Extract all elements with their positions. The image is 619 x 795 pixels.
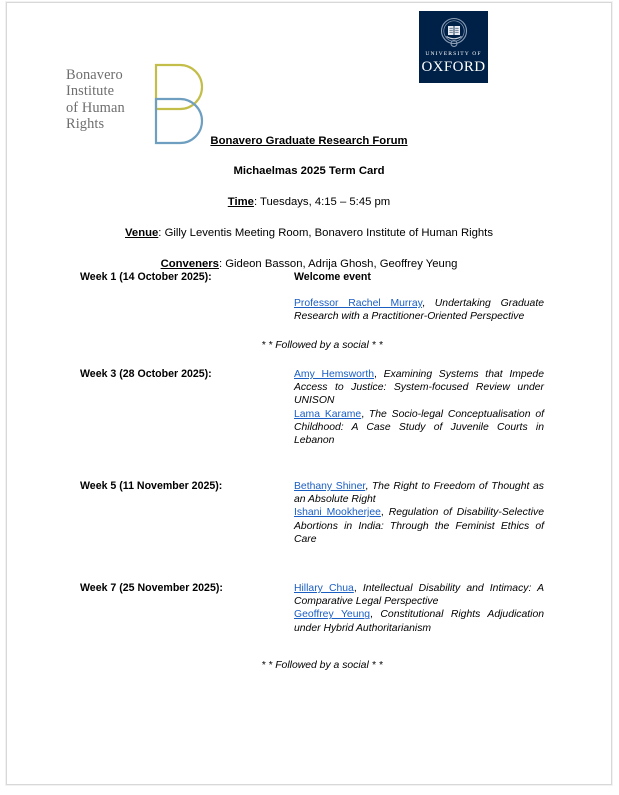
term-card-subtitle: Michaelmas 2025 Term Card xyxy=(233,165,385,177)
talk-title: Constitutional Rights Adjudication under Hybrid Authoritarianism xyxy=(294,609,545,634)
university-of-oxford-logo xyxy=(419,11,488,83)
speaker-link[interactable]: Amy Hemsworth xyxy=(294,369,375,380)
week-event-heading: Welcome event xyxy=(294,271,371,283)
week-label: Week 3 (28 October 2025): xyxy=(80,368,212,380)
talk-entry xyxy=(294,582,544,608)
oxford-wordmark xyxy=(419,51,488,76)
venue-line xyxy=(7,226,611,240)
talk-entry xyxy=(294,297,544,323)
talk-entry xyxy=(294,506,544,546)
document-page xyxy=(6,2,612,785)
week-block xyxy=(7,582,611,635)
speaker-link[interactable]: Lama Karame xyxy=(294,408,362,420)
speaker-link[interactable]: Bethany Shiner xyxy=(294,481,366,492)
talk-entry xyxy=(294,368,544,408)
talk-entry xyxy=(294,480,544,506)
week-content xyxy=(294,480,544,546)
week-content xyxy=(294,368,544,447)
time-label: Time xyxy=(227,196,254,208)
bonavero-wordmark xyxy=(66,67,150,133)
speaker-link[interactable]: Ishani Mookherjee xyxy=(294,507,381,519)
talk-entry xyxy=(294,408,544,448)
venue-value: : Gilly Leventis Meeting Room, Bonavero Institute of Human Rights xyxy=(158,227,493,239)
speaker-link[interactable]: Geoffrey Yeung xyxy=(294,609,371,621)
bonavero-wordmark-line-1: Bonavero xyxy=(66,67,123,83)
time-value: : Tuesdays, 4:15 – 5:45 pm xyxy=(253,196,391,208)
speaker-link[interactable]: Professor Rachel Murray xyxy=(294,298,423,310)
conveners-label: Conveners xyxy=(160,258,219,270)
bonavero-wordmark-line-4: Rights xyxy=(66,116,105,133)
speaker-link[interactable]: Hillary Chua xyxy=(294,583,354,594)
talk-title: Examining Systems that Impede Access to Justice: System-focused Review under UNISON xyxy=(294,369,544,407)
oxford-crest-icon xyxy=(437,16,471,50)
social-note: * * Followed by a social * * xyxy=(261,660,383,671)
bonavero-wordmark-line-3: of Human xyxy=(66,99,125,116)
document-heading-block xyxy=(7,134,611,271)
talk-title: Intellectual Disability and Intimacy: A Comparative Legal Perspective xyxy=(294,583,545,608)
week-block xyxy=(7,480,611,546)
conveners-line xyxy=(7,257,611,271)
forum-title: Bonavero Graduate Research Forum xyxy=(210,135,408,147)
week-block xyxy=(7,368,611,447)
oxford-name-text: OXFORD xyxy=(421,59,486,75)
talk-separator: , xyxy=(365,481,372,492)
bonavero-wordmark-line-2: Institute xyxy=(66,83,115,100)
talk-separator: , xyxy=(353,583,363,594)
week-content xyxy=(294,582,544,635)
week-label: Week 7 (25 November 2025): xyxy=(80,582,223,594)
talk-title: The Right to Freedom of Thought as an Absolute Right xyxy=(294,481,544,506)
venue-label: Venue xyxy=(125,227,159,239)
week-label: Week 5 (11 November 2025): xyxy=(80,480,223,492)
oxford-university-of-text: UNIVERSITY OF xyxy=(425,51,482,57)
week-label: Week 1 (14 October 2025): xyxy=(80,271,212,283)
talk-title: Regulation of Disability-Selective Abortions in India: Through the Feminist Ethics of Care xyxy=(294,507,544,545)
talk-separator: , xyxy=(380,507,389,519)
week-block xyxy=(7,271,611,324)
logo-header xyxy=(7,3,611,153)
social-note: * * Followed by a social * * xyxy=(261,340,383,351)
talk-separator: , xyxy=(361,408,369,420)
talk-title: The Socio-legal Conceptualisation of Childhood: A Case Study of Juvenile Courts in Lebanon xyxy=(294,408,544,447)
talk-title: Undertaking Graduate Research with a Practitioner-Oriented Perspective xyxy=(294,298,544,323)
week-content xyxy=(294,271,544,324)
talk-separator: , xyxy=(374,369,384,380)
talk-separator: , xyxy=(422,298,435,310)
time-line xyxy=(7,195,611,209)
talk-separator: , xyxy=(370,609,381,621)
talk-entry xyxy=(294,608,544,634)
conveners-value: : Gideon Basson, Adrija Ghosh, Geoffrey Yeung xyxy=(218,258,458,270)
